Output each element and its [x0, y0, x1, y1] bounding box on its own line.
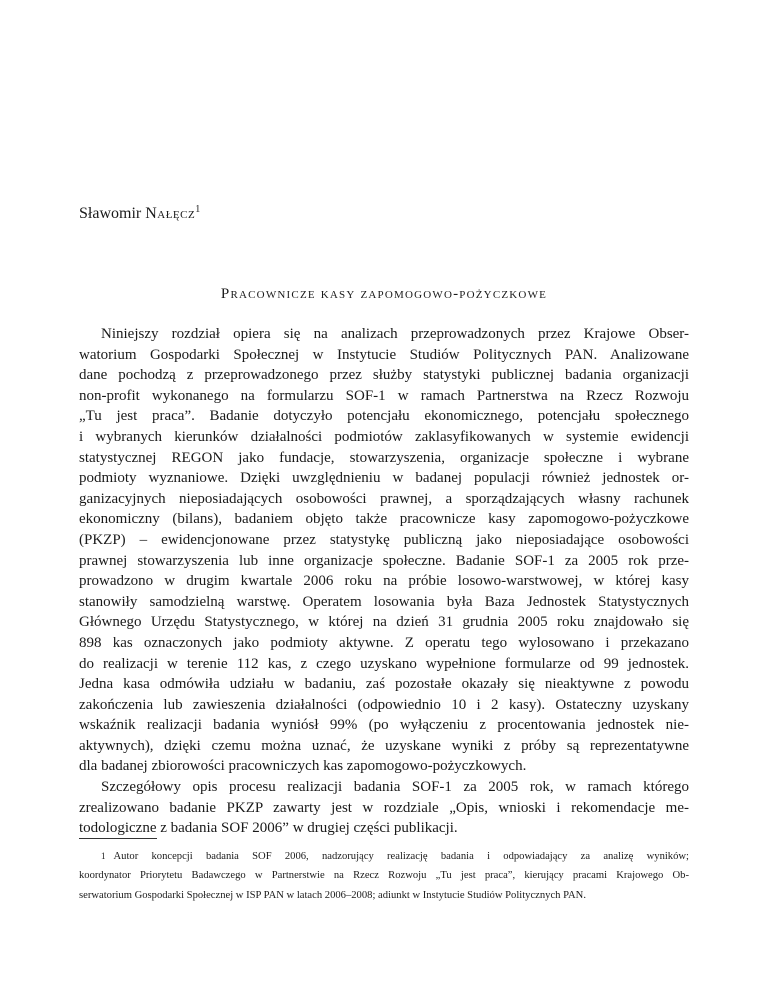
paragraph-line: dla badanej zbiorowości pracowniczych kas zapomogowo-pożyczkowych. [79, 758, 527, 775]
paragraph-1 [79, 324, 689, 777]
chapter-title: Pracownicze kasy zapomogowo-pożyczkowe [220, 286, 548, 302]
paragraph-line: wskaźnik realizacji badania wyniósł 99% (po wyłączeniu z procentowania jednostek nie- [79, 717, 689, 734]
footnote-line: serwatorium Gospodarki Społecznej w ISP PAN w latach 2006–2008; adiunkt w Instytucie Studiów Politycznych PAN. [79, 890, 586, 901]
author-surname: Nałęcz [145, 205, 196, 222]
paragraph-line: stanowiły samodzielną warstwę. Operatem losowania była Baza Jednostek Statystycznych [79, 593, 689, 610]
paragraph-line: watorium Gospodarki Społecznej w Instytucie Studiów Politycznych PAN. Analizowane [79, 346, 689, 363]
footnote-mark: 1 [101, 851, 106, 861]
paragraph-line: prawnej stowarzyszenia lub inne organizacje społeczne. Badanie SOF-1 za 2005 rok prze- [79, 552, 689, 569]
footnote-line: koordynator Priorytetu Badawczego w Partnerstwie na Rzecz Rozwoju „Tu jest praca”, kierujący pracami Krajowego Ob- [79, 870, 689, 881]
paragraph-line: dane pochodzą z przeprowadzonego przez służby statystyki publicznej badania organizacji [79, 367, 689, 384]
paragraph-line: Głównego Urzędu Statystycznego, w której na dzień 31 grudnia 2005 roku znajdowało się [79, 614, 689, 631]
author-footnote-mark[interactable]: 1 [195, 204, 201, 215]
paragraph-line: i wybranych kierunków działalności podmiotów zaklasyfikowanych w systemie ewidencji [79, 428, 689, 445]
paragraph-line: zakończenia lub zawieszenia działalności (odpowiednio 10 i 2 kasy). Ostateczny uzyskany [79, 696, 689, 713]
author-first-name: Sławomir [79, 205, 142, 222]
paragraph-line: prowadzono w drugim kwartale 2006 roku na próbie losowo-warstwowej, w której kasy [79, 573, 689, 590]
paragraph-line: (PKZP) – ewidencjonowane przez statystykę publiczną jako nieposiadające osobowości [79, 531, 689, 548]
footnote-line: Autor koncepcji badania SOF 2006, nadzorujący realizację badania i odpowiadający za analizę wyników; [113, 851, 689, 862]
paragraph-line: 898 kas oznaczonych jako podmioty aktywne. Z operatu tego wylosowano i przekazano [79, 634, 689, 651]
paragraph-line: ganizacyjnych nieposiadających osobowości prawnej, a sporządzających własny rachunek [79, 490, 689, 507]
paragraph-line: ekonomiczny (bilans), badaniem objęto także pracownicze kasy zapomogowo-pożyczkowe [79, 511, 689, 528]
paragraph-2 [79, 777, 689, 839]
author-name [79, 200, 200, 224]
paragraph-line: aktywnych), dzięki czemu można uznać, że uzyskane wyniki z próby są reprezentatywne [79, 737, 689, 754]
paragraph-line: Szczegółowy opis procesu realizacji badania SOF-1 za 2005 rok, w ramach którego [101, 779, 689, 796]
paragraph-line: non-profit wykonanego na formularzu SOF-1 w ramach Partnerstwa na Rzecz Rozwoju [79, 387, 689, 404]
paragraph-line: zrealizowano badanie PKZP zawarty jest w rozdziale „Opis, wnioski i rekomendacje me- [79, 799, 689, 816]
paragraph-line: Jedna kasa odmówiła udziału w badaniu, zaś pozostałe okazały się nieaktywne z powodu [79, 676, 689, 693]
paragraph-line: „Tu jest praca”. Badanie dotyczyło potencjału ekonomicznego, potencjału społecznego [79, 408, 689, 425]
paragraph-line: do realizacji w terenie 112 kas, z czego uzyskano wypełnione formularze od 99 jednostek. [79, 655, 689, 672]
paragraph-line: Niniejszy rozdział opiera się na analizach przeprowadzonych przez Krajowe Obser- [101, 326, 689, 342]
paragraph-line: podmioty wyznaniowe. Dzięki uwzględnieniu w badanej populacji również jednostek or- [79, 470, 689, 487]
body-text [79, 324, 689, 839]
paragraph-line: todologiczne z badania SOF 2006” w drugiej części publikacji. [79, 820, 458, 837]
paragraph-line: statystycznej REGON jako fundacje, stowarzyszenia, organizacje społeczne i wybrane [79, 449, 689, 466]
footnote [79, 846, 689, 906]
footnote-divider [79, 838, 157, 839]
